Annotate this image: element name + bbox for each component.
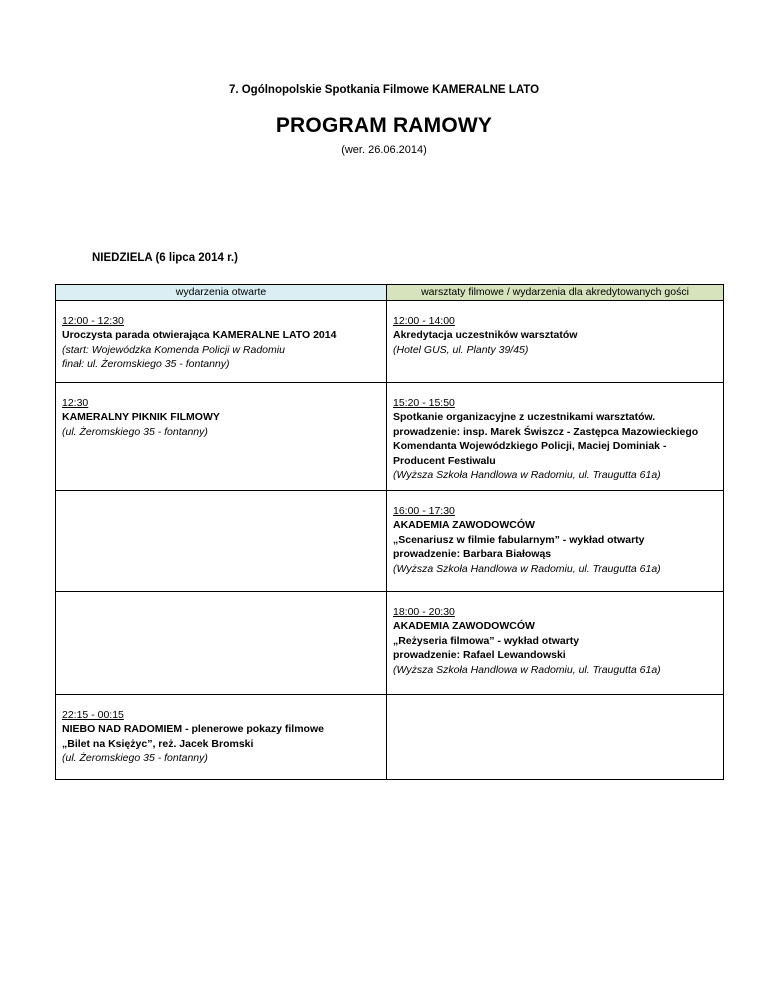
event-time: 12:00 - 14:00: [393, 315, 455, 327]
event-cell: [56, 383, 387, 491]
empty-cell: [56, 491, 387, 592]
event-time: 18:00 - 20:30: [393, 606, 455, 618]
event-subtitle: „Bilet na Księżyc”, reż. Jacek Bromski: [62, 737, 254, 750]
event-place: finał: ul. Żeromskiego 35 - fontanny): [62, 358, 230, 371]
event-title: Akredytacja uczestników warsztatów: [393, 329, 578, 342]
empty-cell: [387, 695, 724, 780]
event-host: prowadzenie: insp. Marek Świszcz - Zastępca Mazowieckiego Komendanta Wojewódzkiego Policji, Maciej Dominiak - Producent Festiwalu: [393, 425, 699, 467]
event-cell: [387, 491, 724, 592]
festival-title: 7. Ogólnopolskie Spotkania Filmowe KAMERALNE LATO: [228, 84, 540, 96]
event-place: (Wyższa Szkoła Handlowa w Radomiu, ul. Traugutta 61a): [393, 562, 661, 575]
event-place: (ul. Żeromskiego 35 - fontanny): [62, 752, 208, 765]
event-title: KAMERALNY PIKNIK FILMOWY: [62, 411, 220, 424]
event-subtitle: „Reżyseria filmowa” - wykład otwarty: [393, 634, 580, 647]
table-row: [56, 301, 724, 383]
event-cell: [387, 592, 724, 695]
column-header-open-events: wydarzenia otwarte: [56, 285, 387, 301]
event-title: Spotkanie organizacyjne z uczestnikami warsztatów.: [393, 411, 656, 424]
event-cell: [56, 695, 387, 780]
event-cell: [387, 301, 724, 383]
table-header-row: [56, 285, 724, 301]
event-place: (ul. Żeromskiego 35 - fontanny): [62, 425, 208, 438]
table-row: [56, 592, 724, 695]
event-subtitle: „Scenariusz w filmie fabularnym” - wykład otwarty: [393, 533, 645, 546]
event-place: (start: Wojewódzka Komenda Policji w Radomiu: [62, 343, 285, 356]
column-header-workshops: warsztaty filmowe / wydarzenia dla akredytowanych gości: [387, 285, 724, 301]
day-heading: NIEDZIELA (6 lipca 2014 r.): [92, 252, 238, 264]
event-title: NIEBO NAD RADOMIEM - plenerowe pokazy filmowe: [62, 723, 324, 736]
table-row: [56, 695, 724, 780]
table-row: [56, 491, 724, 592]
page-title: PROGRAM RAMOWY: [275, 114, 493, 137]
event-place: (Wyższa Szkoła Handlowa w Radomiu, ul. Traugutta 61a): [393, 469, 661, 482]
schedule-table: [55, 284, 724, 780]
event-host: prowadzenie: Rafael Lewandowski: [393, 649, 566, 662]
event-time: 15:20 - 15:50: [393, 397, 455, 409]
event-place: (Wyższa Szkoła Handlowa w Radomiu, ul. Traugutta 61a): [393, 663, 661, 676]
event-time: 12:00 - 12:30: [62, 315, 124, 327]
empty-cell: [56, 592, 387, 695]
event-cell: [387, 383, 724, 491]
event-host: prowadzenie: Barbara Białowąs: [393, 548, 552, 561]
version-label: (wer. 26.06.2014): [341, 144, 427, 156]
event-place: (Hotel GUS, ul. Planty 39/45): [393, 343, 529, 356]
event-title: AKADEMIA ZAWODOWCÓW: [393, 519, 535, 532]
event-time: 16:00 - 17:30: [393, 505, 455, 517]
event-time: 22:15 - 00:15: [62, 709, 124, 721]
event-title: Uroczysta parada otwierająca KAMERALNE LATO 2014: [62, 329, 337, 342]
table-row: [56, 383, 724, 491]
event-time: 12:30: [62, 397, 89, 409]
event-cell: [56, 301, 387, 383]
event-title: AKADEMIA ZAWODOWCÓW: [393, 620, 535, 633]
